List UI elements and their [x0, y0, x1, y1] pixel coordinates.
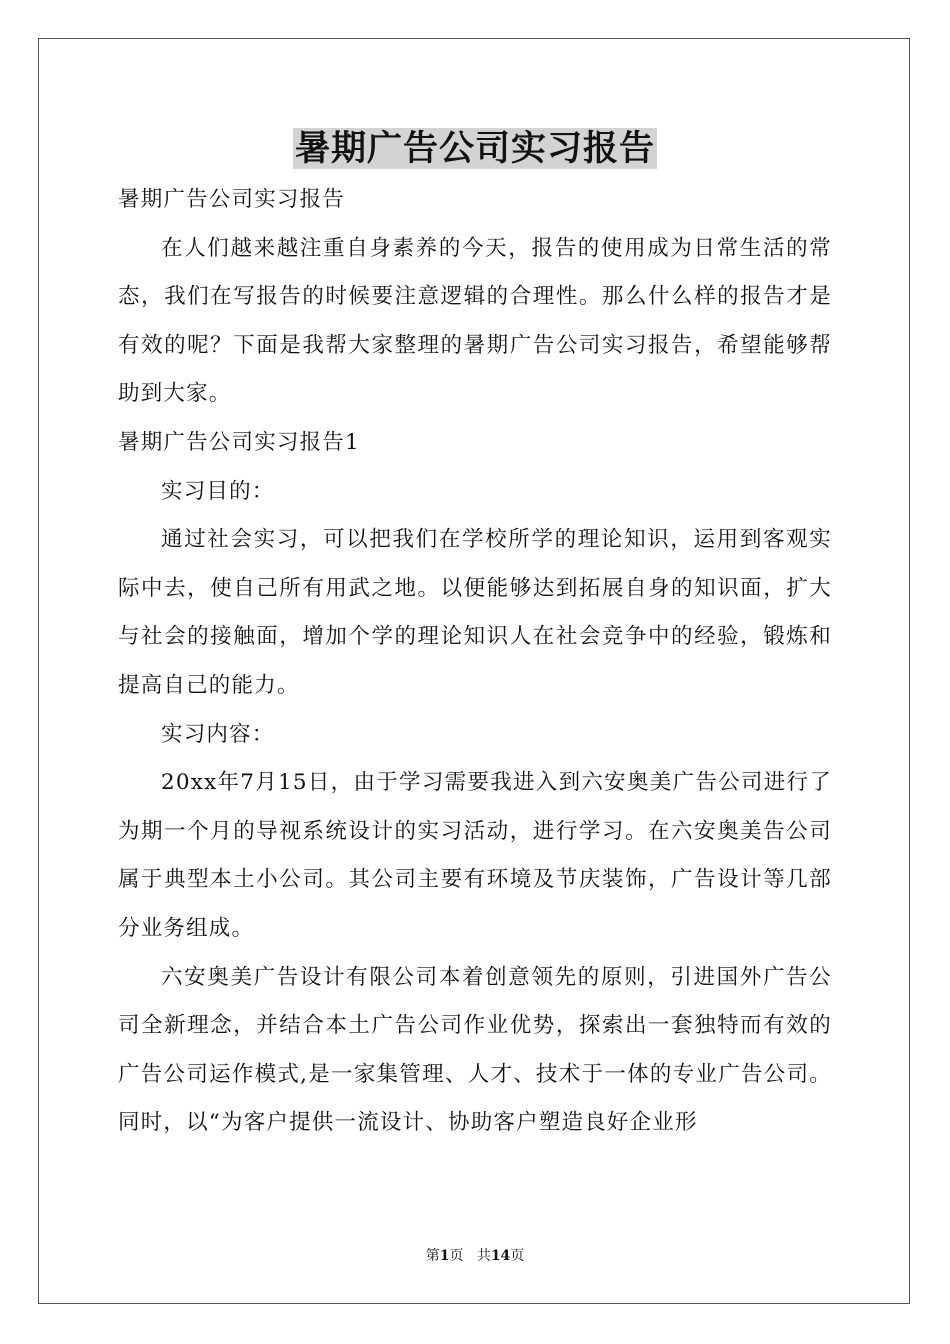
page-footer	[0, 1246, 950, 1266]
document-title-text: 暑期广告公司实习报告	[294, 128, 655, 169]
paragraph: 实习内容：	[161, 721, 275, 747]
paragraph: 六安奥美广告设计有限公司本着创意领先的原则，引进国外广告公司全新理念，并结合本土广告公司作业优势，探索出一套独特而有效的广告公司运作模式,是一家集管理、人才、技术于一体的专业广告公司。同时，以“为客户提供一流设计、协助客户塑造良好企业形	[118, 964, 832, 1136]
paragraph: 通过社会实习，可以把我们在学校所学的理论知识，运用到客观实际中去，使自己所有用武之地。以便能够达到拓展自身的知识面，扩大与社会的接触面，增加个学的理论知识人在社会竞争中的经验，锻炼和提高自己的能力。	[118, 527, 832, 698]
paragraph: 在人们越来越注重自身素养的今天，报告的使用成为日常生活的常态，我们在写报告的时候要注意逻辑的合理性。那么什么样的报告才是有效的呢？下面是我帮大家整理的暑期广告公司实习报告，希望能够帮助到大家。	[118, 235, 832, 407]
paragraph: 暑期广告公司实习报告	[118, 187, 346, 212]
paragraph: 暑期广告公司实习报告1	[118, 429, 360, 455]
footer-prefix: 第	[425, 1248, 440, 1264]
footer-total-suffix: 页	[510, 1248, 525, 1264]
document-body	[118, 176, 832, 1148]
paragraph: 20xx年7月15日，由于学习需要我进入到六安奥美广告公司进行了为期一个月的导视系统设计的实习活动，进行学习。在六安奥美告公司属于典型本土小公司。其公司主要有环境及节庆装饰，广告设计等几部分业务组成。	[118, 770, 832, 941]
document-title	[0, 124, 950, 174]
footer-page-suffix: 页	[449, 1248, 464, 1264]
paragraph: 实习目的：	[161, 478, 275, 504]
footer-total-prefix: 共	[476, 1248, 491, 1264]
footer-total-pages: 14	[490, 1248, 511, 1264]
footer-page-number: 1	[439, 1248, 450, 1264]
